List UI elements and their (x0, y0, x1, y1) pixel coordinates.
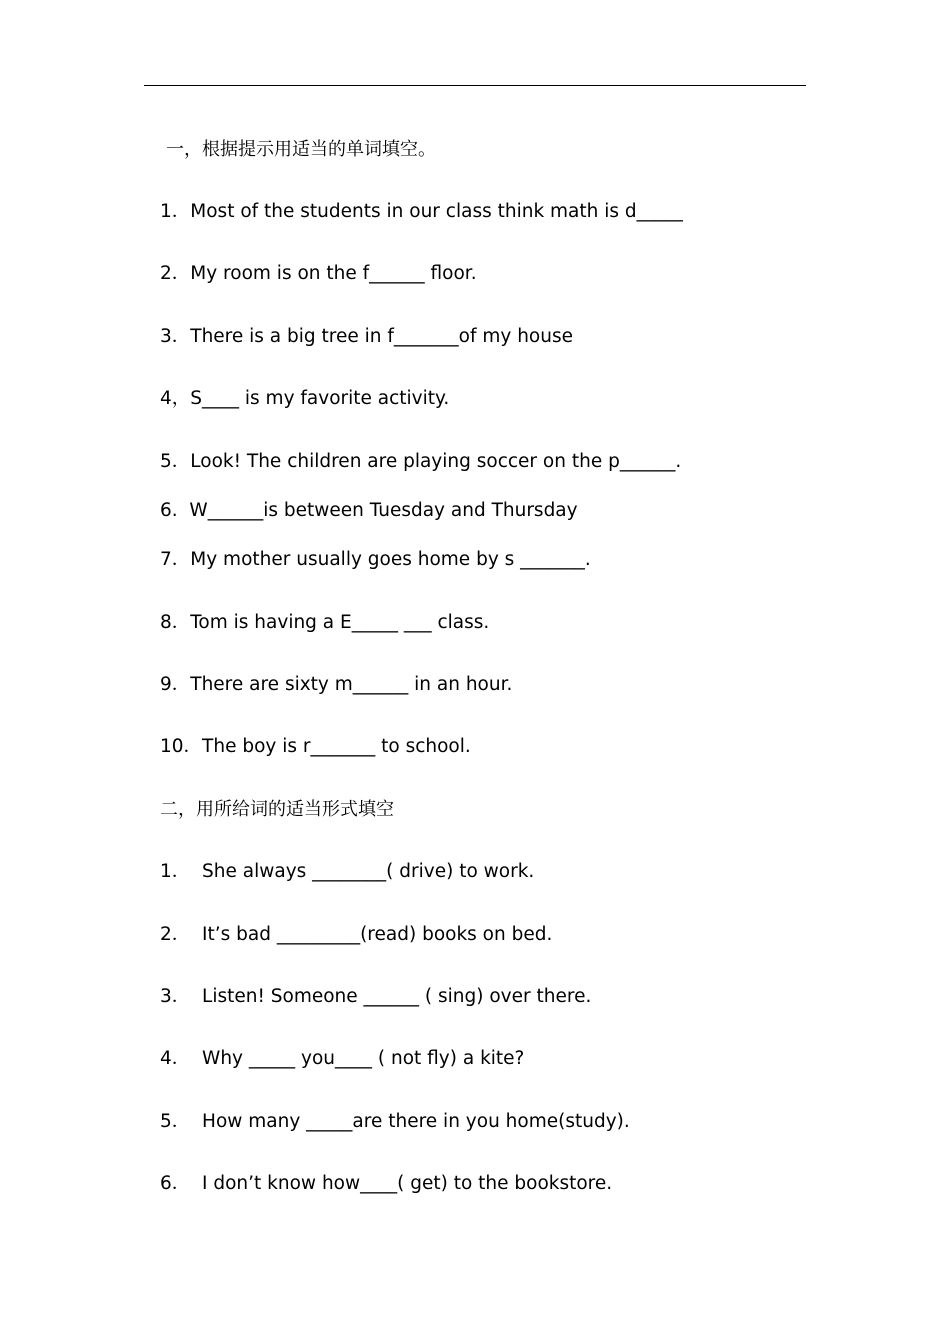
section1-item-6: 6. W______is between Tuesday and Thursday (160, 500, 578, 521)
section1-item-7: 7．My mother usually goes home by s _______. (160, 549, 591, 570)
section1-item-1: 1．Most of the students in our class think math is d_____ (160, 201, 683, 222)
section1-item-2: 2．My room is on the f______ floor. (160, 263, 477, 284)
section1-item-3: 3．There is a big tree in f_______of my house (160, 326, 573, 347)
section2-item-2: 2． It’s bad _________(read) books on bed. (160, 924, 553, 945)
section2-item-1: 1． She always ________( drive) to work. (160, 861, 535, 882)
section1-item-9: 9．There are sixty m______ in an hour. (160, 674, 513, 695)
section2-item-3: 3． Listen! Someone ______ ( sing) over there. (160, 986, 592, 1007)
section2-heading: 二，用所给词的适当形式填空 (160, 799, 394, 820)
section1-item-5: 5．Look! The children are playing soccer on the p______. (160, 451, 682, 472)
section2-item-6: 6． I don’t know how____( get) to the bookstore. (160, 1173, 613, 1194)
header-rule (144, 85, 806, 86)
section1-heading: 一，根据提示用适当的单词填空。 (166, 139, 436, 160)
section1-item-8: 8．Tom is having a E_____ ___ class. (160, 612, 490, 633)
section1-item-4: 4，S____ is my favorite activity. (160, 388, 450, 409)
section2-item-4: 4． Why _____ you____ ( not fly) a kite? (160, 1048, 525, 1069)
section1-item-10: 10．The boy is r_______ to school. (160, 736, 471, 757)
section2-item-5: 5． How many _____are there in you home(study). (160, 1111, 630, 1132)
